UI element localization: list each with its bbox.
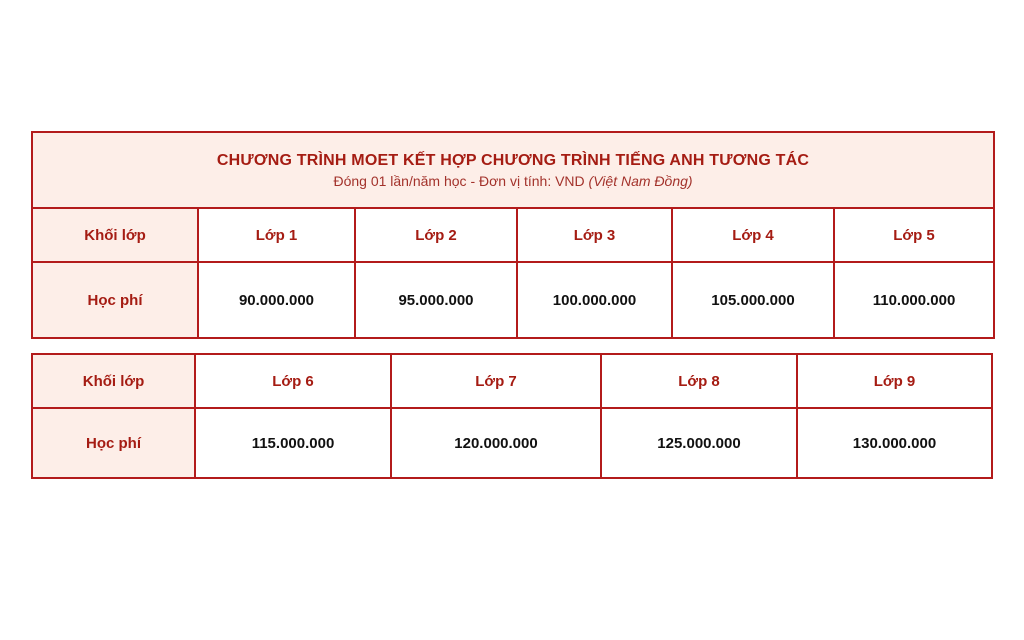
- fee-cell: 95.000.000: [355, 262, 517, 338]
- tuition-table-secondary: [31, 353, 993, 479]
- tuition-table-primary: [31, 131, 995, 339]
- table-header: [32, 132, 994, 208]
- grade-cell: Lớp 3: [517, 208, 672, 262]
- fee-cell: 120.000.000: [391, 408, 601, 478]
- grade-cell: Lớp 8: [601, 354, 797, 408]
- grade-cell: Lớp 4: [672, 208, 834, 262]
- fee-cell: 90.000.000: [198, 262, 355, 338]
- grade-cell: Lớp 2: [355, 208, 517, 262]
- subtitle-main: Đóng 01 lần/năm học - Đơn vị tính: VND: [333, 172, 585, 189]
- subtitle-currency-note: (Việt Nam Đồng): [588, 172, 693, 189]
- grade-cell: Lớp 7: [391, 354, 601, 408]
- grade-cell: Lớp 5: [834, 208, 994, 262]
- fee-cell: 125.000.000: [601, 408, 797, 478]
- grade-row-label: Khối lớp: [32, 354, 195, 408]
- grade-cell: Lớp 6: [195, 354, 391, 408]
- fee-cell: 115.000.000: [195, 408, 391, 478]
- fee-row: [32, 262, 994, 338]
- fee-row-label: Học phí: [32, 262, 198, 338]
- fee-cell: 110.000.000: [834, 262, 994, 338]
- fee-cell: 130.000.000: [797, 408, 992, 478]
- fee-cell: 105.000.000: [672, 262, 834, 338]
- grade-row-label: Khối lớp: [32, 208, 198, 262]
- fee-cell: 100.000.000: [517, 262, 672, 338]
- fee-row-label: Học phí: [32, 408, 195, 478]
- grade-cell: Lớp 1: [198, 208, 355, 262]
- grade-row: [32, 208, 994, 262]
- program-subtitle: [33, 173, 993, 189]
- fee-row: [32, 408, 992, 478]
- grade-row: [32, 354, 992, 408]
- program-title: CHƯƠNG TRÌNH MOET KẾT HỢP CHƯƠNG TRÌNH TIẾNG ANH TƯƠNG TÁC: [216, 151, 810, 169]
- grade-cell: Lớp 9: [797, 354, 992, 408]
